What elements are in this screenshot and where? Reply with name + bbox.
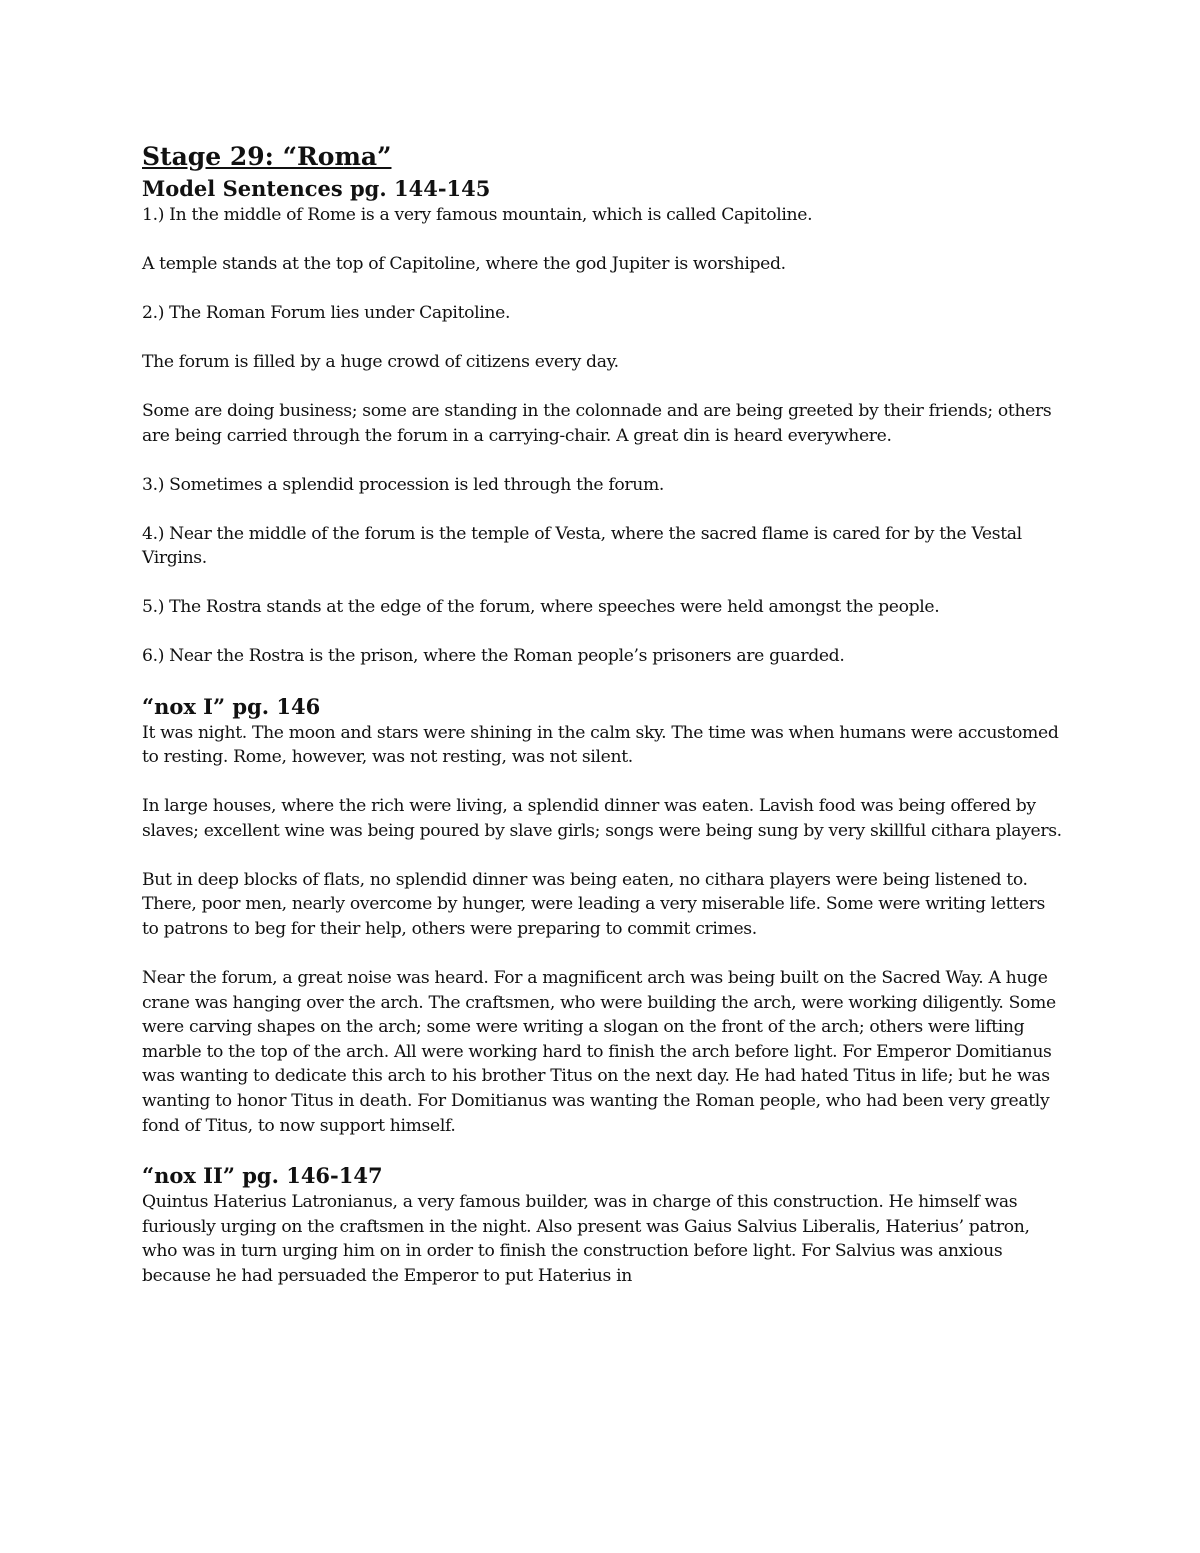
section-heading: “nox II” pg. 146-147: [142, 1163, 383, 1189]
paragraph: 3.) Sometimes a splendid procession is led through the forum.: [142, 474, 665, 495]
paragraph: 2.) The Roman Forum lies under Capitoline.: [142, 302, 511, 323]
paragraph: The forum is filled by a huge crowd of citizens every day.: [142, 351, 619, 372]
paragraph: 4.) Near the middle of the forum is the temple of Vesta, where the sacred flame is cared for by the Vestal Virgins.: [142, 523, 1022, 569]
paragraph: 6.) Near the Rostra is the prison, where the Roman people’s prisoners are guarded.: [142, 646, 845, 667]
paragraph: Quintus Haterius Latronianus, a very famous builder, was in charge of this construction. He himself was furiously urging on the craftsmen in the night. Also present was Gaius Salvius Liberalis, Haterius’ patron, who was in turn urging him on in order to finish the construction before light. For Salvius was anxious because he had persuaded the Emperor to put Haterius in: [142, 1192, 1030, 1286]
paragraph: Near the forum, a great noise was heard. For a magnificent arch was being built on the Sacred Way. A huge crane was hanging over the arch. The craftsmen, who were building the arch, were working diligently. Some were carving shapes on the arch; some were writing a slogan on the front of the arch; others were lifting marble to the top of the arch. All were working hard to finish the arch before light. For Emperor Domitianus was wanting to dedicate this arch to his brother Titus on the next day. He had hated Titus in life; but he was wanting to honor Titus in death. For Domitianus was wanting the Roman people, who had been very greatly fond of Titus, to now support himself.: [142, 967, 1056, 1136]
section-heading: “nox I” pg. 146: [142, 693, 321, 719]
nox-i-section: [142, 692, 1062, 1138]
paragraph: 1.) In the middle of Rome is a very famous mountain, which is called Capitoline.: [142, 205, 813, 225]
section-heading: Model Sentences pg. 144-145: [142, 176, 491, 201]
document-page: [142, 140, 1062, 1289]
paragraph: A temple stands at the top of Capitoline, where the god Jupiter is worshiped.: [142, 253, 786, 274]
nox-ii-section: [142, 1161, 1062, 1288]
paragraph: It was night. The moon and stars were shining in the calm sky. The time was when humans were accustomed to resting. Rome, however, was not resting, was not silent.: [142, 722, 1059, 768]
paragraph: 5.) The Rostra stands at the edge of the forum, where speeches were held amongst the people.: [142, 597, 940, 618]
paragraph: Some are doing business; some are standing in the colonnade and are being greeted by their friends; others are being carried through the forum in a carrying-chair. A great din is heard everywhere.: [142, 400, 1052, 446]
document-title: Stage 29: “Roma”: [142, 142, 392, 171]
paragraph: In large houses, where the rich were living, a splendid dinner was eaten. Lavish food was being offered by slaves; excellent wine was being poured by slave girls; songs were being sung by very skillful cithara players.: [142, 796, 1062, 841]
paragraph: But in deep blocks of flats, no splendid dinner was being eaten, no cithara players were being listened to. There, poor men, nearly overcome by hunger, were leading a very miserable life. Some were writing letters to patrons to beg for their help, others were preparing to commit crimes.: [142, 869, 1045, 939]
model-sentences-section: [142, 174, 1062, 669]
